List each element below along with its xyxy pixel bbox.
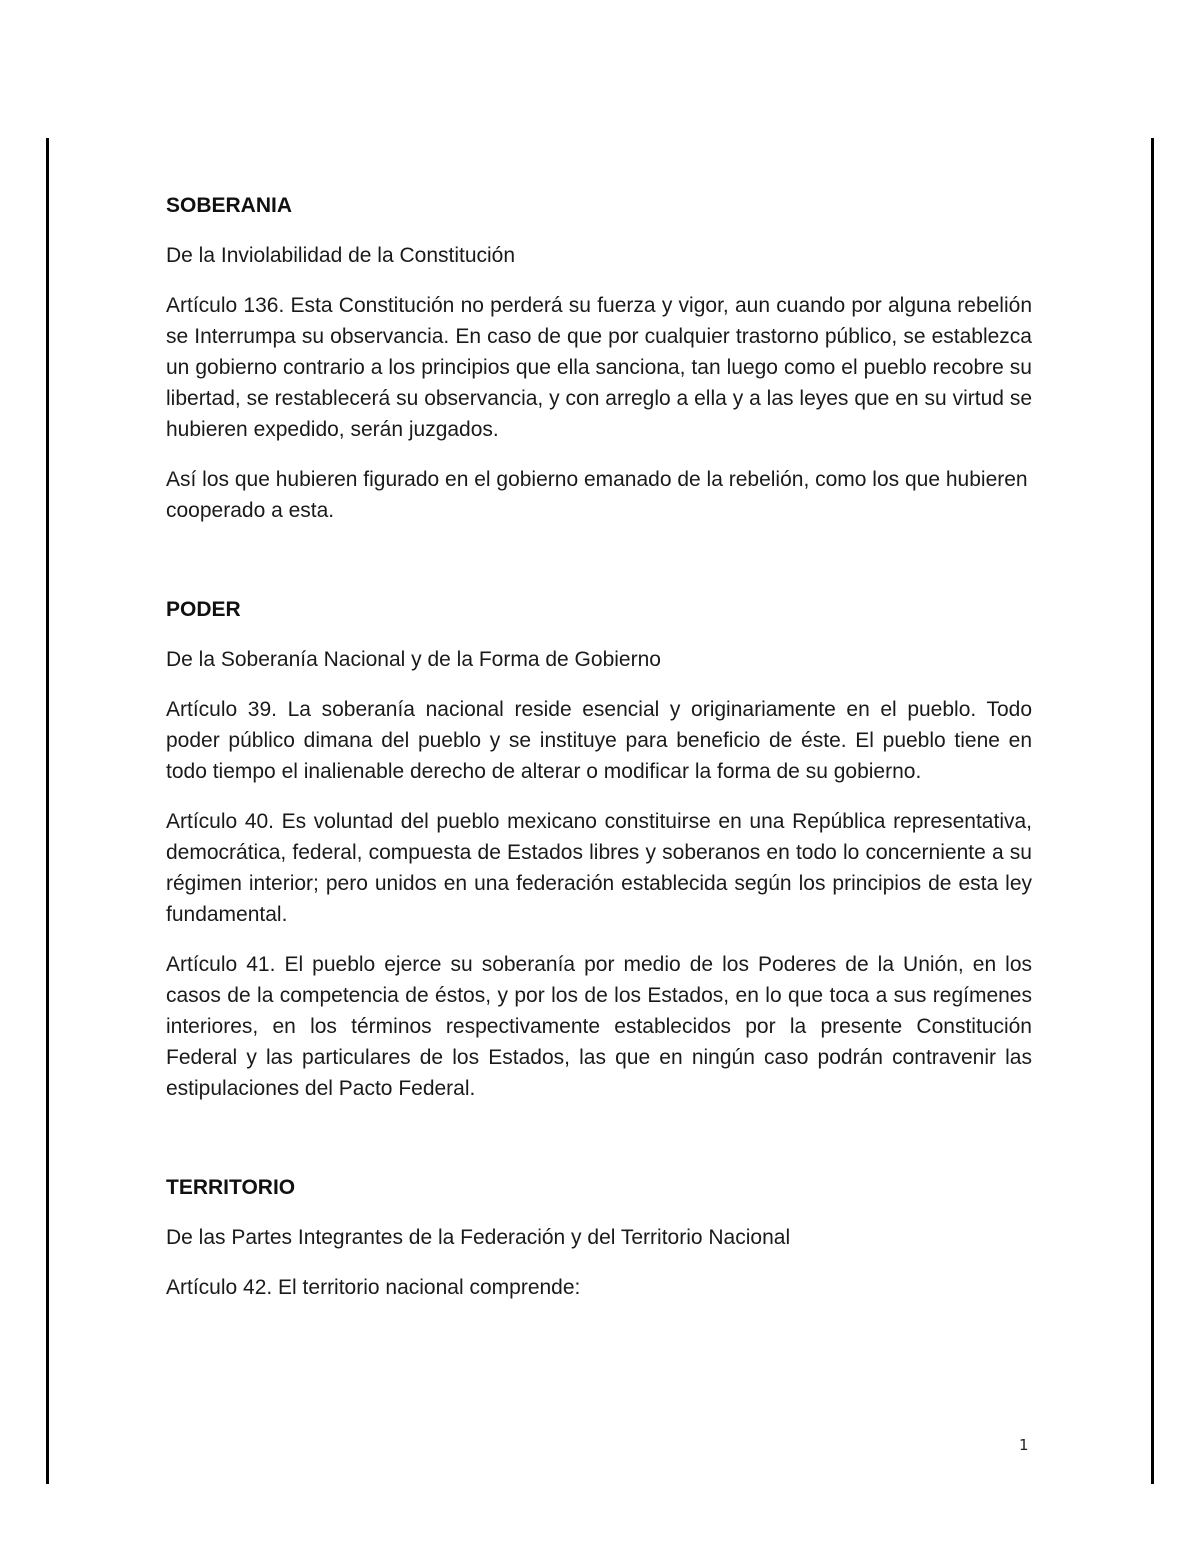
left-page-border xyxy=(46,138,49,1484)
section-heading: PODER xyxy=(166,598,241,621)
article-paragraph: Artículo 40. Es voluntad del pueblo mexicano constituirse en una República representativa, democrática, federal, compuesta de Estados libres y soberanos en todo lo concerniente a su régimen interior; pero unidos en una federación establecida según los principios de esta ley fundamental. xyxy=(166,810,1032,926)
section-subheading: De la Soberanía Nacional y de la Forma de Gobierno xyxy=(166,648,661,671)
article-paragraph: Artículo 39. La soberanía nacional reside esencial y originariamente en el pueblo. Todo poder público dimana del pueblo y se instituye para beneficio de éste. El pueblo tiene en todo tiempo el inalienable derecho de alterar o modificar la forma de su gobierno. xyxy=(166,698,1032,783)
article-paragraph: Artículo 42. El territorio nacional comprende: xyxy=(166,1276,581,1299)
section-heading: TERRITORIO xyxy=(166,1176,296,1199)
section-soberania xyxy=(166,190,1032,526)
section-territorio xyxy=(166,1172,1032,1303)
page-number: 1 xyxy=(1019,1436,1029,1454)
article-paragraph: Artículo 41. El pueblo ejerce su soberanía por medio de los Poderes de la Unión, en los casos de la competencia de éstos, y por los de los Estados, en lo que toca a sus regímenes interiores, en los términos respectivamente establecidos por la presente Constitución Federal y las particulares de los Estados, las que en ningún caso podrán contravenir las estipulaciones del Pacto Federal. xyxy=(166,953,1032,1100)
section-poder xyxy=(166,594,1032,1104)
right-page-border xyxy=(1151,138,1154,1484)
article-paragraph: Así los que hubieren figurado en el gobierno emanado de la rebelión, como los que hubieren cooperado a esta. xyxy=(166,468,1028,522)
section-heading: SOBERANIA xyxy=(166,194,293,217)
article-paragraph: Artículo 136. Esta Constitución no perderá su fuerza y vigor, aun cuando por alguna rebelión se Interrumpa su observancia. En caso de que por cualquier trastorno público, se establezca un gobierno contrario a los principios que ella sanciona, tan luego como el pueblo recobre su libertad, se restablecerá su observancia, y con arreglo a ella y a las leyes que en su virtud se hubieren expedido, serán juzgados. xyxy=(166,294,1032,441)
section-subheading: De la Inviolabilidad de la Constitución xyxy=(166,244,516,267)
section-spacer xyxy=(166,1123,1032,1172)
section-subheading: De las Partes Integrantes de la Federación y del Territorio Nacional xyxy=(166,1226,791,1249)
document-body xyxy=(166,190,1032,1322)
section-spacer xyxy=(166,545,1032,594)
